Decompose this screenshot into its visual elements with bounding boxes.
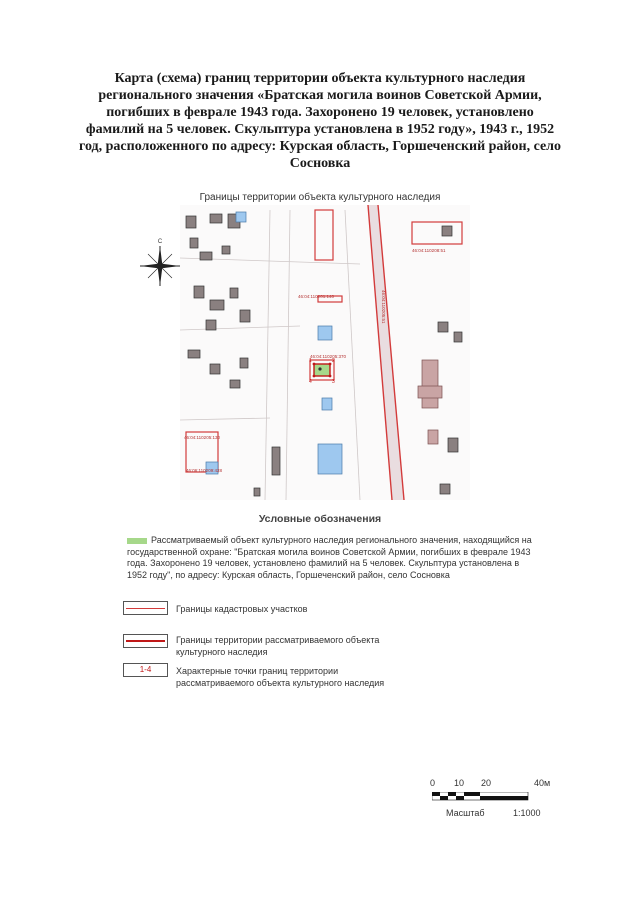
point-label: 4: [309, 379, 312, 385]
legend-cadastral-swatch: [123, 601, 168, 615]
parcel-label: 46:04:110205:130: [184, 435, 220, 440]
page-title: Карта (схема) границ территории объекта культурного наследия регионального значения «Братская могила воинов Советской Армии, погибших в феврале 1943 года. Захоронено 19 человек, установлено фамилий на 5 человек. Скульптура установлена в 1952 году», 1943 г., 1952 год, расположенного по адресу: Курская область, Горшеченский район, село Сосновка: [78, 71, 562, 171]
legend-cadastral-text: Границы кадастровых участков: [176, 604, 308, 614]
heritage-object: [314, 364, 330, 376]
legend-points-sample: 1-4: [139, 665, 152, 674]
legend-territory-text: Границы территории рассматриваемого объекта культурного наследия: [176, 635, 380, 657]
legend-points-swatch: [123, 663, 168, 677]
scale-tick-10: 10: [454, 778, 465, 788]
parcel-label: 46:04:110205:51: [381, 290, 386, 324]
north-label: С: [157, 239, 163, 245]
scale-tick-0: 0: [430, 778, 436, 788]
point-label: 3: [332, 379, 335, 385]
scale-label: Масштаб: [446, 808, 485, 818]
legend-points-text: Характерные точки границ территории рассматриваемого объекта культурного наследия: [176, 666, 385, 688]
point-label: 1: [309, 358, 312, 364]
scale-tick-20: 20: [481, 778, 492, 788]
scale-tick-40: 40м: [534, 778, 551, 788]
scale-ratio: 1:1000: [513, 808, 541, 818]
legend-title: Условные обозначения: [258, 513, 382, 525]
legend-object-text: Рассматриваемый объект культурного наследия регионального значения, находящийся на государственной охране: "Братская могила воинов Советской Армии, погибших в феврале 1943 года. Захоронено 19 человек, установлено фамилий на 5 человек. Скульптура установлена в 1952 году", по адресу: Курская область, Горшеченский район, село Сосновка: [127, 535, 532, 580]
scale-bar: [432, 792, 532, 804]
point-label: 2: [332, 358, 335, 364]
legend-territory-swatch: [123, 634, 168, 648]
map-title: Границы территории объекта культурного наследия: [199, 192, 441, 203]
parcel-label: 46:04:110201:140: [298, 294, 334, 299]
parcel-label: 46:04:110205:370: [310, 354, 346, 359]
north-arrow: [140, 246, 180, 286]
parcel-label: 46:06:110209:428: [186, 468, 222, 473]
parcel-label: 46:04:110208:51: [412, 248, 446, 253]
